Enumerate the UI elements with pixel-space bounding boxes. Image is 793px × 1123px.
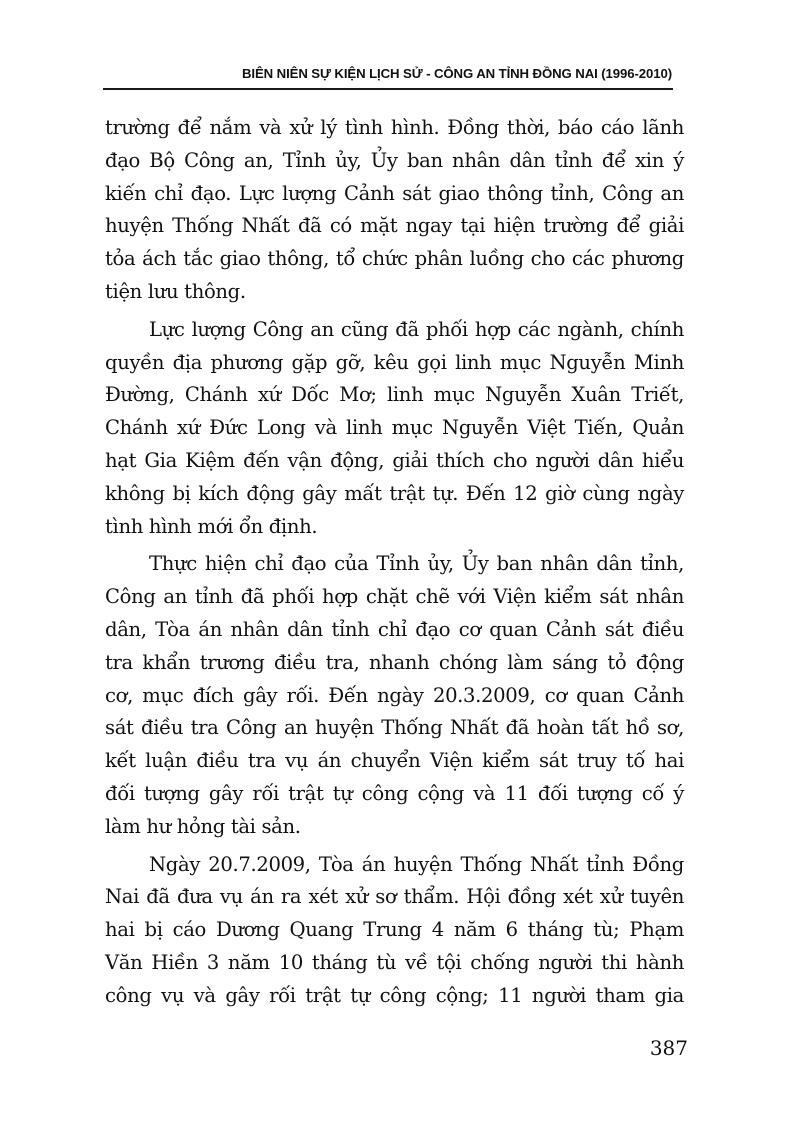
text-line: không bị kích động gây mất trật tự. Đến 12 giờ cùng ngày [105,481,684,505]
text-line: dân, Tòa án nhân dân tỉnh chỉ đạo cơ quan Cảnh sát điều [105,617,684,641]
paragraph-4 [105,849,684,1013]
text-line: Lực lượng Công an cũng đã phối hợp các ngành, chính [149,317,684,341]
text-line: tiện lưu thông. [105,279,246,303]
text-line: Chánh xứ Đức Long và linh mục Nguyễn Việt Tiến, Quản [105,416,684,440]
text-line: tỏa ách tắc giao thông, tổ chức phân luồng cho các phương [105,247,684,271]
text-line: kết luận điều tra vụ án chuyển Viện kiểm sát truy tố hai [105,749,684,773]
text-line: Thực hiện chỉ đạo của Tỉnh ủy, Ủy ban nhân dân tỉnh, [149,552,684,576]
header-rule [103,88,673,90]
text-line: hai bị cáo Dương Quang Trung 4 năm 6 tháng tù; Phạm [105,918,684,942]
text-line: Công an tỉnh đã phối hợp chặt chẽ với Viện kiểm sát nhân [105,585,684,609]
text-line: huyện Thống Nhất đã có mặt ngay tại hiện trường để giải [105,214,684,238]
text-line: Đường, Chánh xứ Dốc Mơ; linh mục Nguyễn Xuân Triết, [105,383,684,407]
page-number: 387 [649,1036,688,1060]
paragraph-2 [105,314,684,544]
text-line: công vụ và gây rối trật tự công cộng; 11 người tham gia [105,983,684,1007]
text-line: làm hư hỏng tài sản. [105,814,301,838]
paragraph-1 [105,112,684,309]
text-line: đối tượng gây rối trật tự công cộng và 11 đối tượng cố ý [105,781,684,805]
text-line: đạo Bộ Công an, Tỉnh ủy, Ủy ban nhân dân tỉnh để xin ý [105,148,684,172]
text-line: hạt Gia Kiệm đến vận động, giải thích cho người dân hiểu [105,448,684,472]
text-line: Văn Hiền 3 năm 10 tháng tù về tội chống người thi hành [105,950,684,974]
paragraph-3 [105,548,684,843]
text-line: cơ, mục đích gây rối. Đến ngày 20.3.2009, cơ quan Cảnh [105,683,684,707]
text-line: tình hình mới ổn định. [105,514,318,538]
text-line: kiến chỉ đạo. Lực lượng Cảnh sát giao thông tỉnh, Công an [105,181,684,205]
text-line: trường để nắm và xử lý tình hình. Đồng thời, báo cáo lãnh [105,116,684,139]
text-line: Nai đã đưa vụ án ra xét xử sơ thẩm. Hội đồng xét xử tuyên [105,885,684,909]
running-header: BIÊN NIÊN SỰ KIỆN LỊCH SỬ - CÔNG AN TỈNH ĐỒNG NAI (1996-2010) [241,66,672,81]
body-text [105,112,684,1018]
text-line: tra khẩn trương điều tra, nhanh chóng làm sáng tỏ động [105,650,684,674]
text-line: quyền địa phương gặp gỡ, kêu gọi linh mục Nguyễn Minh [105,350,684,374]
text-line: Ngày 20.7.2009, Tòa án huyện Thống Nhất tỉnh Đồng [149,852,684,876]
text-line: sát điều tra Công an huyện Thống Nhất đã hoàn tất hồ sơ, [105,716,684,740]
